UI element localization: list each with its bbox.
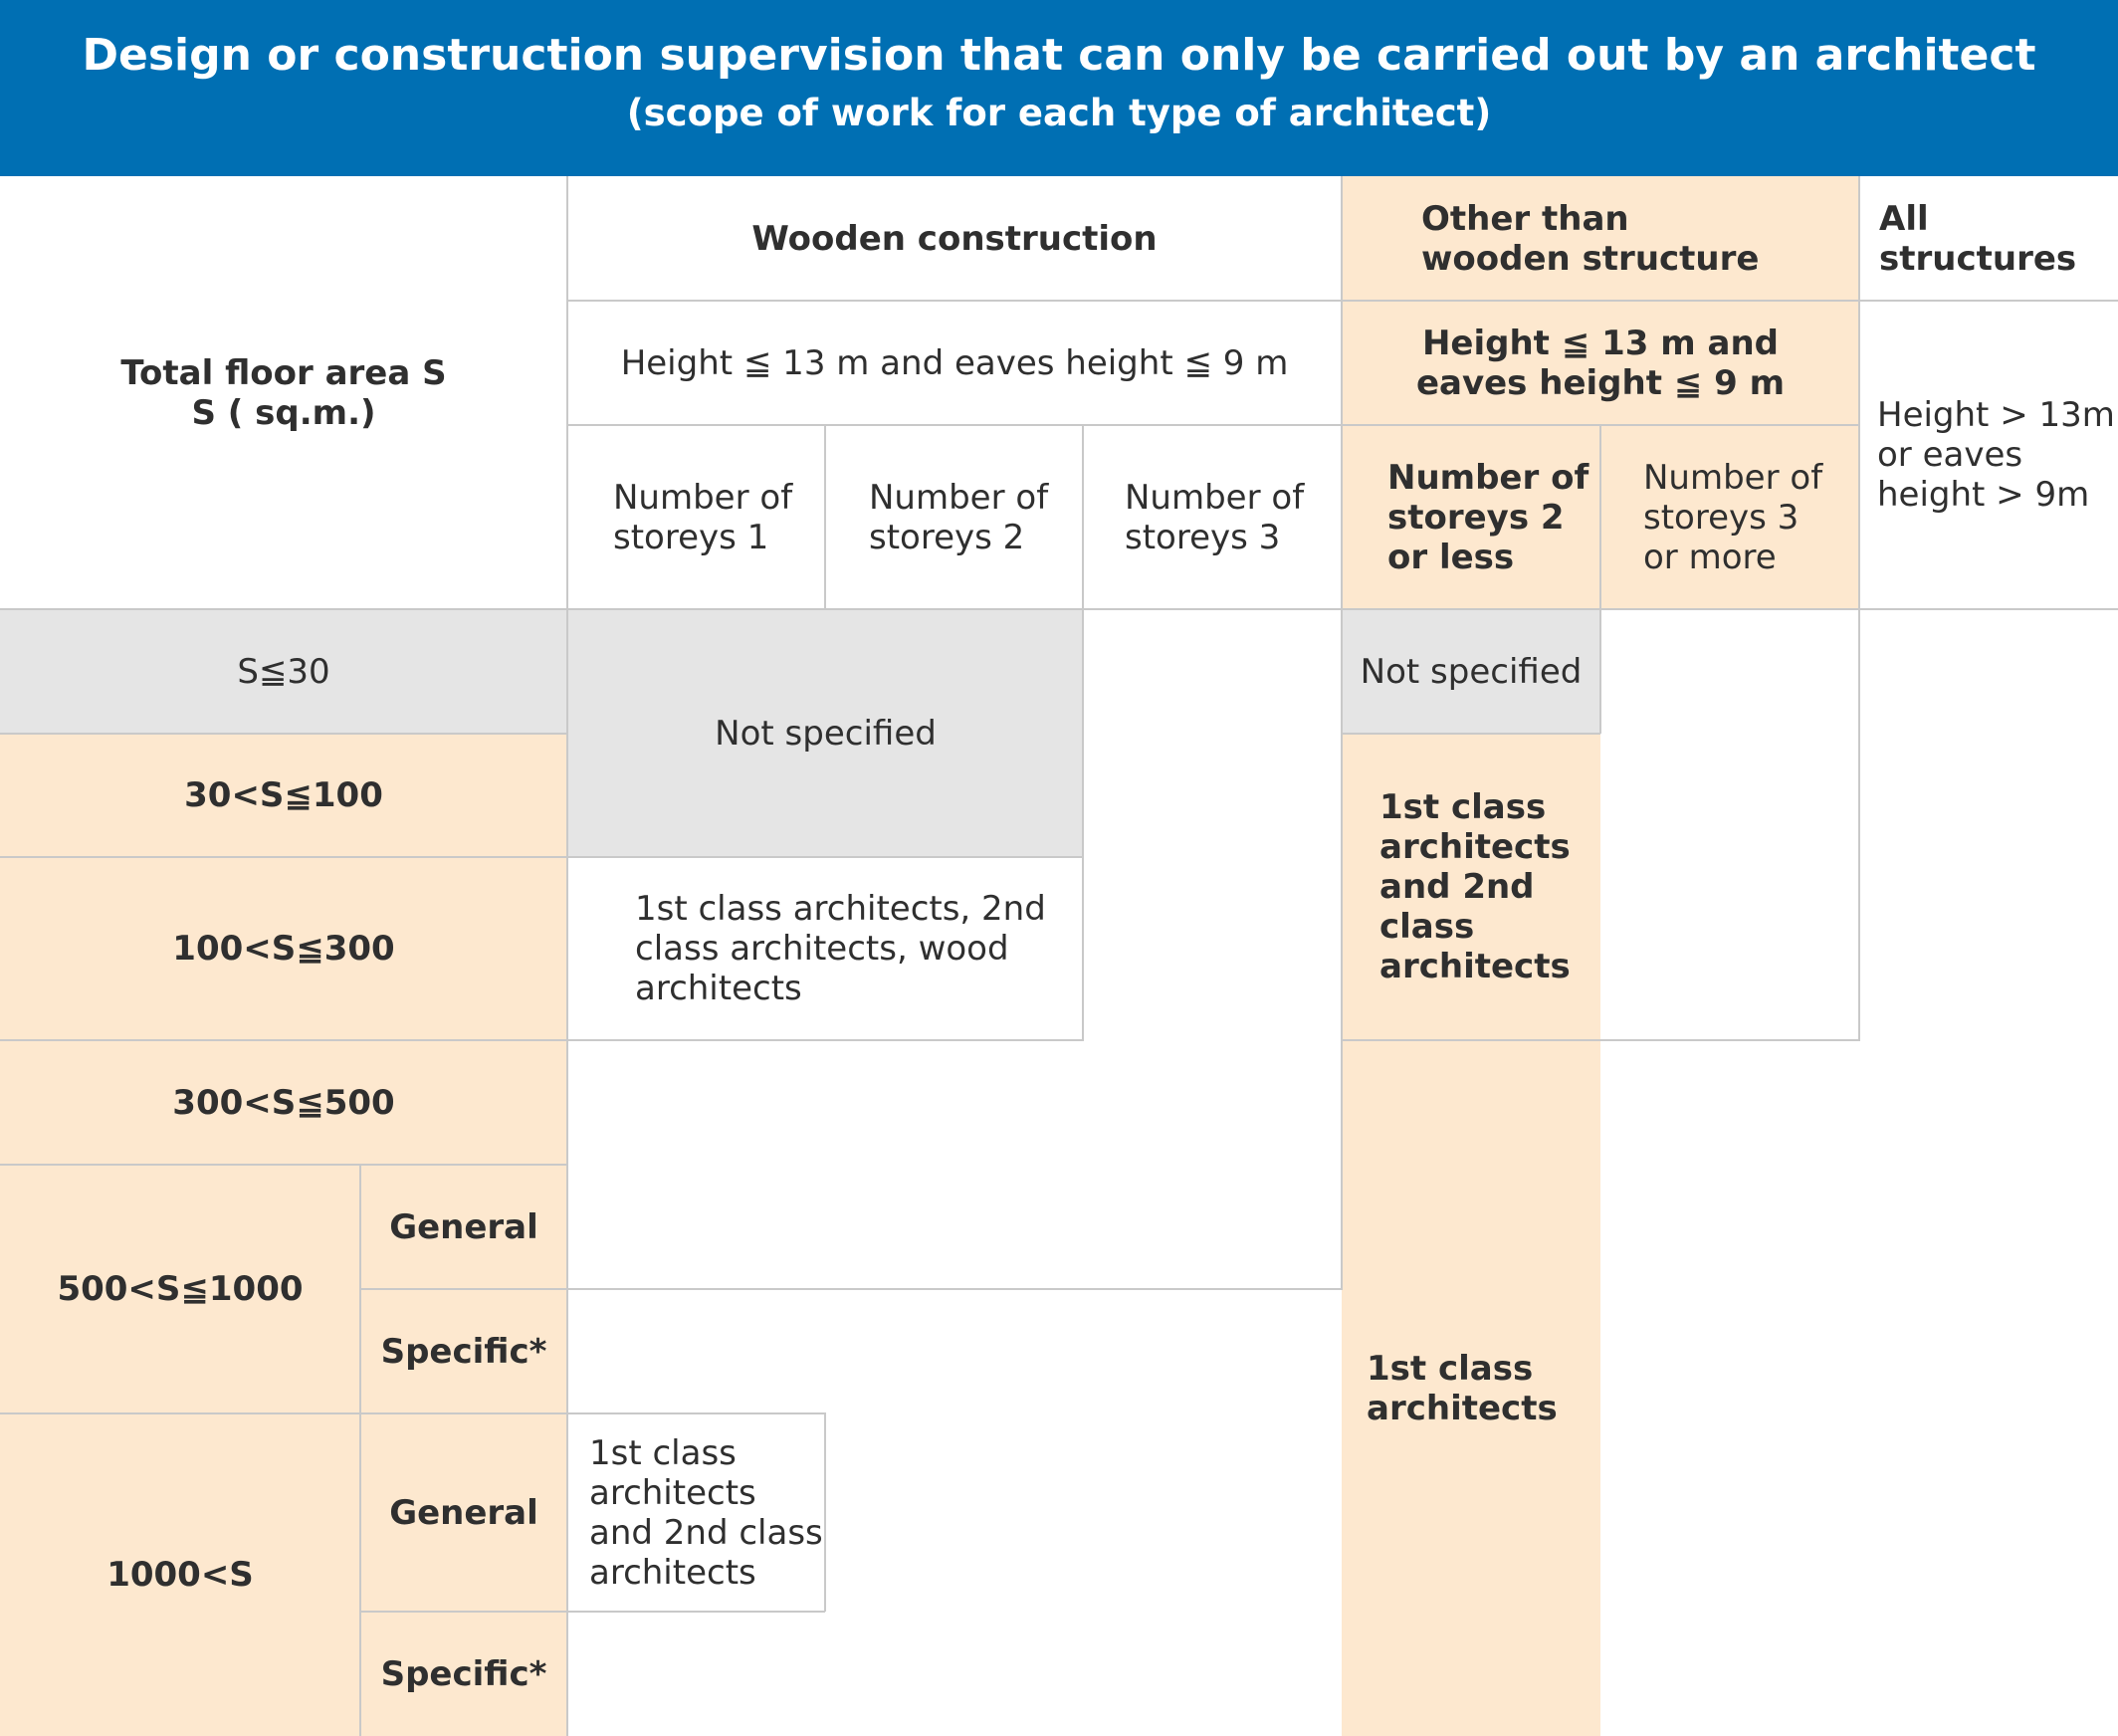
wooden-construction-header: Wooden construction [751,218,1158,259]
grid-line [1082,425,1084,1041]
row-label-30-100: 30<S≦100 [184,775,383,815]
page-subtitle: (scope of work for each type of architect) [626,92,1492,134]
all-structures-header: All structures [1879,198,2077,279]
grid-line [567,424,1859,426]
other-height-header: Height ≦ 13 m and eaves height ≦ 9 m [1415,323,1786,403]
wood-all-architects-cell: 1st class architects, 2nd class architects, wood architects [635,889,1046,1008]
row-label-100-300: 100<S≦300 [172,929,395,969]
all-height-header: Height > 13m or eaves height > 9m [1877,395,2115,515]
floor-area-header: Total floor area S S ( sq.m.) [120,352,447,433]
first-second-class-cell: 1st class architects and 2nd class architects [1379,787,1571,986]
title-banner [0,0,2118,176]
row-label-300-500: 300<S≦500 [172,1082,395,1123]
grid-line [0,1164,567,1166]
row-label-1000-plus: 1000<S [106,1555,254,1595]
grid-line [567,300,2118,302]
wooden-height-header: Height ≦ 13 m and eaves height ≦ 9 m [620,342,1289,383]
storeys-3-or-more-header: Number of storeys 3 or more [1643,457,1823,577]
grid-line [1342,733,1600,735]
grid-line [1599,425,1601,609]
grid-line [566,176,568,1736]
row-label-500-1000-specific: Specific* [380,1331,547,1372]
grid-line [359,1165,361,1736]
page-title: Design or construction supervision that can only be carried out by an architect [82,30,2036,81]
grid-line [1599,609,1601,734]
grid-line [0,733,567,735]
row-label-1000-specific: Specific* [380,1653,547,1694]
grid-line [1341,176,1343,1290]
grid-line [360,1611,825,1613]
other-than-wooden-header: Other than wooden structure [1421,198,1760,279]
grid-line [824,425,826,609]
first-second-class-small-cell: 1st class architects and 2nd class architects [589,1432,823,1593]
row-label-500-1000: 500<S≦1000 [57,1269,304,1309]
storeys-3-header: Number of storeys 3 [1125,477,1305,557]
row-label-1000-general: General [389,1492,538,1533]
storeys-1-header: Number of storeys 1 [613,477,793,557]
storeys-2-header: Number of storeys 2 [869,477,1049,557]
grid-line [0,608,2118,610]
grid-line [0,1039,1084,1041]
grid-line [360,1288,1342,1290]
grid-line [0,856,1084,858]
row-label-500-1000-general: General [389,1206,538,1247]
grid-line [1858,176,1860,1041]
first-class-only-cell: 1st class architects [1367,1348,1558,1428]
other-not-specified-cell: Not specified [1360,651,1583,692]
wood-not-specified-cell: Not specified [715,713,937,754]
row-label-s30: S≦30 [237,651,330,692]
grid-line [1342,1039,1859,1041]
storeys-2-or-less-header: Number of storeys 2 or less [1387,457,1589,577]
grid-line [0,1412,825,1414]
grid-line [824,1412,826,1612]
